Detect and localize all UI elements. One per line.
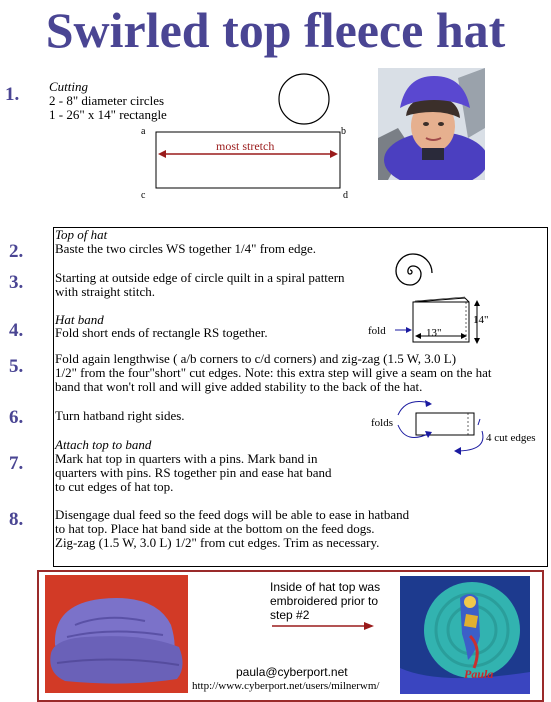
step-5-text-2: 1/2" from the four"short" cut edges. Note: this extra step will give a seam on the hat [55, 365, 492, 380]
page-title: Swirled top fleece hat [45, 2, 506, 58]
step-8-text-2: to hat top. Place hat band side at the bottom on the feed dogs. [55, 521, 375, 536]
embroidered-hat-top-photo [400, 576, 530, 694]
spiral-icon [386, 248, 434, 296]
step-7-text-1: Mark hat top in quarters with a pins. Mark band in [55, 451, 318, 466]
note-line-1: Inside of hat top was [270, 580, 381, 594]
corner-b-label: b [341, 126, 346, 137]
email-link[interactable]: paula@cyberport.net [236, 665, 348, 679]
step-5-text-3: band that won't roll and will give added stability to the back of the hat. [55, 379, 423, 394]
cutting-line-1: 2 - 8" diameter circles [49, 93, 165, 108]
band-width-label: 13" [426, 327, 442, 339]
arrow-right-icon [270, 619, 380, 633]
step-2-text: Baste the two circles WS together 1/4" from edge. [55, 241, 317, 256]
finished-hat-photo [45, 575, 188, 693]
step-number-5: 5. [9, 356, 24, 377]
step-5-text-1: Fold again lengthwise ( a/b corners to c/d corners) and zig-zag (1.5 W, 3.0 L) [55, 351, 457, 366]
rectangle-diagram [138, 122, 352, 200]
fold-label: fold [368, 325, 386, 337]
folds-diagram [370, 393, 540, 463]
step-4-text: Fold short ends of rectangle RS together. [55, 325, 268, 340]
cut-edges-label: 4 cut edges [486, 432, 536, 444]
corner-c-label: c [141, 190, 146, 201]
website-link[interactable]: http://www.cyberport.net/users/milnerwm/ [192, 680, 380, 692]
step-number-3: 3. [9, 272, 24, 293]
step-7-text-2: quarters with pins. RS together pin and ease hat band [55, 465, 332, 480]
step-7-text-3: to cut edges of hat top. [55, 479, 174, 494]
step-8-text-1: Disengage dual feed so the feed dogs will be able to ease in hatband [55, 507, 410, 522]
hat-band-heading: Hat band [55, 312, 104, 327]
note-line-3: step #2 [270, 608, 310, 622]
step-number-8: 8. [9, 509, 24, 530]
step-number-2: 2. [9, 241, 24, 262]
circle-diagram [275, 70, 333, 128]
step-number-1: 1. [5, 84, 20, 105]
note-line-2: embroidered prior to [270, 594, 379, 608]
cutting-heading: Cutting [49, 79, 89, 94]
folds-label: folds [371, 417, 393, 429]
step-8-text-3: Zig-zag (1.5 W, 3.0 L) 1/2" from cut edges. Trim as necessary. [55, 535, 380, 550]
band-height-label: 14" [473, 314, 489, 326]
attach-heading: Attach top to band [55, 437, 152, 452]
step-number-7: 7. [9, 453, 24, 474]
step-6-text: Turn hatband right sides. [55, 408, 185, 423]
step-3-text-2: with straight stitch. [55, 284, 156, 299]
embroidery-text: Paula [464, 667, 494, 681]
corner-a-label: a [141, 126, 146, 137]
top-of-hat-heading: Top of hat [55, 227, 108, 242]
corner-d-label: d [343, 190, 348, 201]
woman-wearing-hat-photo [378, 68, 485, 180]
most-stretch-label: most stretch [216, 139, 275, 153]
step-number-4: 4. [9, 320, 24, 341]
cutting-line-2: 1 - 26" x 14" rectangle [49, 107, 167, 122]
step-number-6: 6. [9, 407, 24, 428]
step-3-text-1: Starting at outside edge of circle quilt in a spiral pattern [55, 270, 345, 285]
